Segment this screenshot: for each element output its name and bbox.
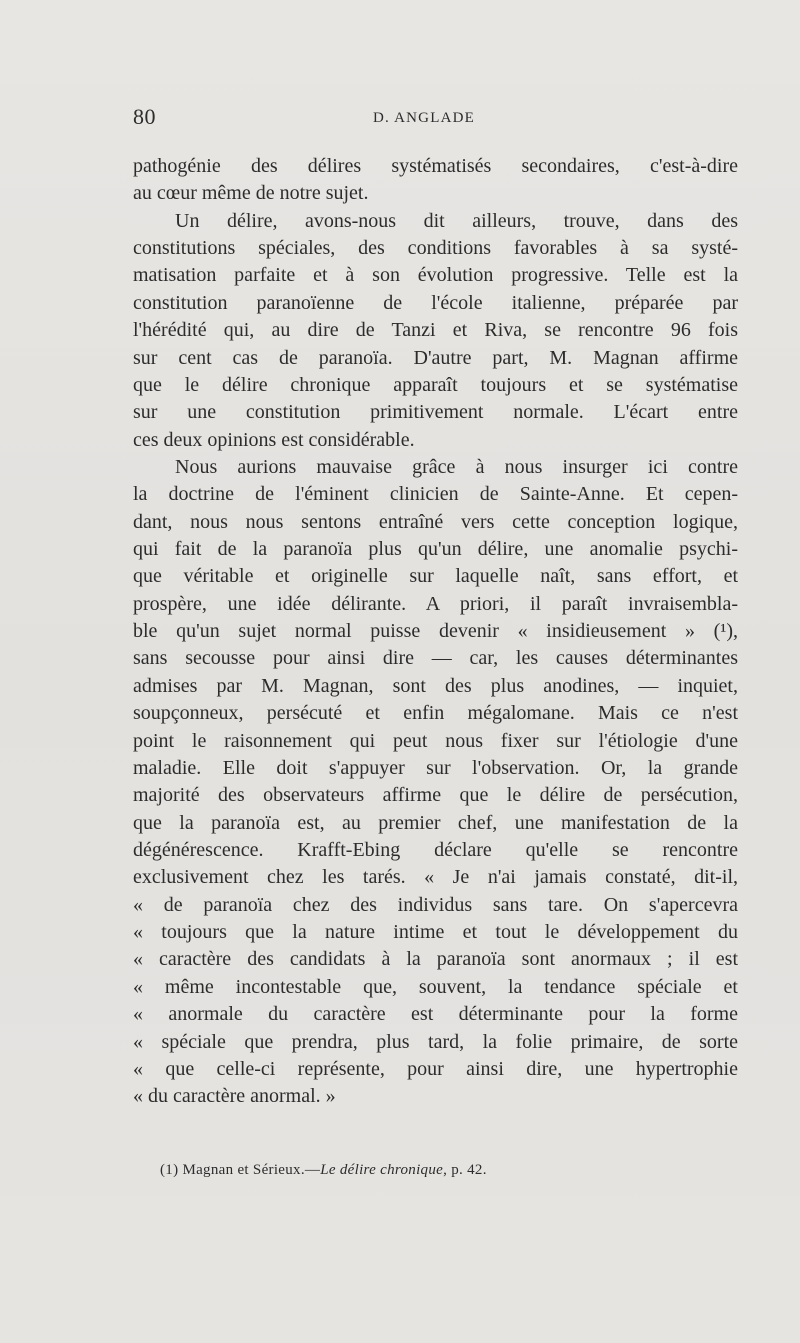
- text-line: constitution paranoïenne de l'école italienne, préparée par: [133, 291, 738, 314]
- text-line: « caractère des candidats à la paranoïa sont anormaux ; il est: [133, 948, 738, 971]
- text-line: la doctrine de l'éminent clinicien de Sainte-Anne. Et cepen-: [133, 483, 738, 506]
- text-line: admises par M. Magnan, sont des plus anodines, — inquiet,: [133, 674, 738, 697]
- text-line: que le délire chronique apparaît toujours et se systématise: [133, 373, 738, 396]
- text-line: maladie. Elle doit s'appuyer sur l'observation. Or, la grande: [133, 756, 738, 779]
- text-line: « que celle-ci représente, pour ainsi dire, une hypertrophie: [133, 1057, 738, 1080]
- text-line: exclusivement chez les tarés. « Je n'ai jamais constaté, dit-il,: [133, 866, 738, 889]
- text-line: « de paranoïa chez des individus sans tare. On s'apercevra: [133, 893, 738, 916]
- text-line: ces deux opinions est considérable.: [133, 428, 415, 451]
- text-line: sur une constitution primitivement normale. L'écart entre: [133, 401, 738, 424]
- text-line: Nous aurions mauvaise grâce à nous insurger ici contre: [175, 455, 738, 478]
- text-line: pathogénie des délires systématisés secondaires, c'est-à-dire: [133, 155, 738, 177]
- text-line: l'hérédité qui, au dire de Tanzi et Riva, se rencontre 96 fois: [133, 319, 738, 342]
- text-line: « même incontestable que, souvent, la tendance spéciale et: [133, 975, 738, 998]
- footnote-title: Le délire chronique: [320, 1162, 444, 1178]
- text-line: dégénérescence. Krafft-Ebing déclare qu'elle se rencontre: [133, 838, 738, 861]
- text-line: dant, nous nous sentons entraîné vers cette conception logique,: [133, 510, 738, 533]
- running-head-author: D. ANGLADE: [373, 110, 475, 126]
- text-line: sur cent cas de paranoïa. D'autre part, M. Magnan affirme: [133, 346, 738, 369]
- text-line: au cœur même de notre sujet.: [133, 182, 369, 205]
- text-line: majorité des observateurs affirme que le délire de persécution,: [133, 784, 738, 807]
- text-line: que la paranoïa est, au premier chef, une manifestation de la: [133, 811, 738, 834]
- text-line: « du caractère anormal. »: [133, 1085, 336, 1108]
- text-line: que véritable et originelle sur laquelle naît, sans effort, et: [133, 565, 738, 588]
- text-line: constitutions spéciales, des conditions favorables à sa systé-: [133, 237, 738, 260]
- page-number: 80: [133, 104, 156, 129]
- text-line: « anormale du caractère est déterminante pour la forme: [133, 1003, 738, 1026]
- footnote-text: Magnan et Sérieux.—: [182, 1162, 321, 1178]
- text-line: « toujours que la nature intime et tout le développement du: [133, 921, 738, 944]
- body-text: [133, 153, 738, 1111]
- text-line: point le raisonnement qui peut nous fixer sur l'étiologie d'une: [133, 729, 738, 752]
- footnote-page: , p. 42.: [443, 1162, 487, 1178]
- footnote-marker: (1): [160, 1162, 179, 1178]
- text-line: « spéciale que prendra, plus tard, la folie primaire, de sorte: [133, 1030, 738, 1053]
- text-line: soupçonneux, persécuté et enfin mégalomane. Mais ce n'est: [133, 702, 738, 725]
- footnote: [160, 1162, 487, 1179]
- running-head: [133, 104, 738, 134]
- text-line: matisation parfaite et à son évolution progressive. Telle est la: [133, 264, 738, 287]
- text-line: Un délire, avons-nous dit ailleurs, trouve, dans des: [175, 209, 738, 232]
- text-line: qui fait de la paranoïa plus qu'un délire, une anomalie psychi-: [133, 538, 738, 561]
- text-line: sans secousse pour ainsi dire — car, les causes déterminantes: [133, 647, 738, 670]
- text-line: prospère, une idée délirante. A priori, il paraît invraisembla-: [133, 592, 738, 615]
- text-line: ble qu'un sujet normal puisse devenir « insidieusement » (¹),: [133, 620, 738, 643]
